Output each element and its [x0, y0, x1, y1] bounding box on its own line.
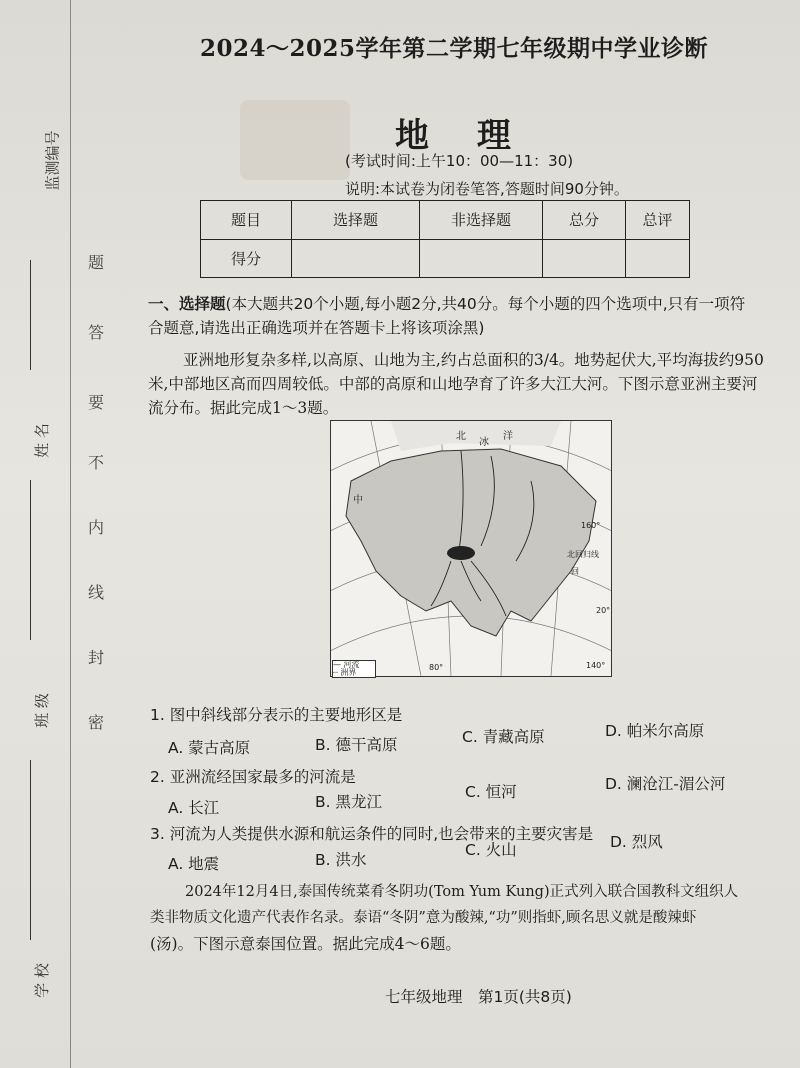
seal-char: 封	[88, 648, 105, 667]
passage1-line2: 米,中部地区高而四周较低。中部的高原和山地孕育了许多大江大河。下图示意亚洲主要河	[148, 375, 758, 393]
class-underline	[30, 480, 31, 640]
map-label-140: 140°	[586, 661, 606, 670]
monitor-number-label: 监测编号	[43, 130, 62, 191]
asia-river-map	[330, 420, 612, 677]
passage1-line3: 流分布。据此完成1～3题。	[148, 399, 339, 417]
seal-char: 要	[88, 393, 105, 412]
hatched-plateau	[447, 546, 475, 560]
question-option: D. 澜沧江-湄公河	[605, 775, 726, 793]
school-label: 学 校	[32, 963, 51, 998]
map-label-tropic: 北回归线	[567, 550, 599, 559]
score-cell[interactable]	[543, 239, 626, 278]
class-label: 班 级	[32, 693, 51, 728]
question-option: B. 洪水	[315, 851, 367, 869]
name-label: 姓 名	[32, 423, 51, 458]
question-option: D. 烈风	[610, 833, 663, 851]
question-option: B. 德干高原	[315, 736, 398, 754]
score-cell[interactable]	[420, 239, 543, 278]
seal-line	[70, 0, 71, 1068]
exam-time: (考试时间:上午10：00—11：30)	[345, 152, 574, 170]
score-cell[interactable]	[626, 239, 690, 278]
map-legend	[332, 660, 376, 678]
score-table-score-row	[201, 239, 690, 278]
legend-river: — 河流	[333, 660, 360, 669]
exam-note: 说明:本试卷为闭卷笔答,答题时间90分钟。	[345, 180, 629, 198]
map-label-north: 北	[456, 431, 466, 442]
question-stem: 2. 亚洲流经国家最多的河流是	[150, 768, 356, 786]
exam-title: 2024～2025学年第二学期七年级期中学业诊断	[200, 35, 709, 62]
table-header-cell: 非选择题	[420, 201, 543, 240]
school-underline	[30, 760, 31, 940]
map-label-ice: 冰	[479, 437, 489, 448]
map-label-ocean: 洋	[503, 431, 513, 442]
seal-char: 题	[88, 253, 105, 272]
question-option: D. 帕米尔高原	[605, 722, 705, 740]
score-table-header-row	[201, 201, 690, 240]
header-decoration	[240, 100, 350, 180]
question-option: B. 黑龙江	[315, 793, 382, 811]
subject-title: 地 理	[395, 116, 529, 156]
passage2-line2: 类非物质文化遗产代表作名录。泰语“冬阴”意为酸辣,“功”则指虾,顾名思义就是酸辣虾	[150, 910, 697, 926]
table-header-cell: 选择题	[292, 201, 420, 240]
seal-char: 线	[88, 583, 105, 602]
page-footer: 七年级地理 第1页(共8页)	[385, 988, 572, 1006]
score-cell[interactable]	[292, 239, 420, 278]
question-option: C. 恒河	[465, 783, 517, 801]
question-stem: 1. 图中斜线部分表示的主要地形区是	[150, 706, 403, 724]
section-intro-line1: (本大题共20个小题,每小题2分,共40分。每个小题的四个选项中,只有一项符	[225, 295, 746, 313]
map-label-20: 20°	[596, 606, 611, 615]
map-label-80: 80°	[429, 663, 444, 672]
passage2-line1: 2024年12月4日,泰国传统菜肴冬阴功(Tom Yum Kung)正式列入联合国教科文组织人	[185, 884, 739, 900]
section-heading: 一、选择题	[148, 295, 226, 313]
question-option: C. 火山	[465, 841, 517, 859]
table-header-cell: 总分	[543, 201, 626, 240]
seal-char: 内	[88, 518, 105, 537]
asia-landmass	[346, 449, 596, 636]
legend-border: ┈ 洲界	[333, 668, 357, 677]
map-label-center: 中	[353, 495, 363, 506]
map-label-160: 160°	[581, 521, 601, 530]
arctic-ocean	[391, 421, 561, 451]
section-intro-line2: 合题意,请选出正确选项并在答题卡上将该项涂黑)	[148, 319, 485, 337]
section-intro	[148, 292, 745, 316]
map-label-tropic-mark: 回	[571, 567, 579, 576]
table-header-cell: 总评	[626, 201, 690, 240]
score-table	[200, 200, 690, 278]
binding-strip	[0, 0, 118, 1068]
table-header-cell: 题目	[201, 201, 292, 240]
question-option: C. 青藏高原	[462, 728, 545, 746]
question-option: A. 蒙古高原	[168, 739, 251, 757]
seal-char: 答	[88, 323, 105, 342]
score-row-label: 得分	[201, 239, 292, 278]
seal-char: 密	[88, 713, 105, 732]
name-underline	[30, 260, 31, 370]
seal-char: 不	[88, 453, 105, 472]
passage2-line3: (汤)。下图示意泰国位置。据此完成4～6题。	[150, 935, 461, 953]
passage1-line1: 亚洲地形复杂多样,以高原、山地为主,约占总面积的3/4。地势起伏大,平均海拔约950	[183, 351, 764, 369]
question-option: A. 地震	[168, 855, 220, 873]
question-option: A. 长江	[168, 799, 220, 817]
question-stem: 3. 河流为人类提供水源和航运条件的同时,也会带来的主要灾害是	[150, 825, 594, 843]
